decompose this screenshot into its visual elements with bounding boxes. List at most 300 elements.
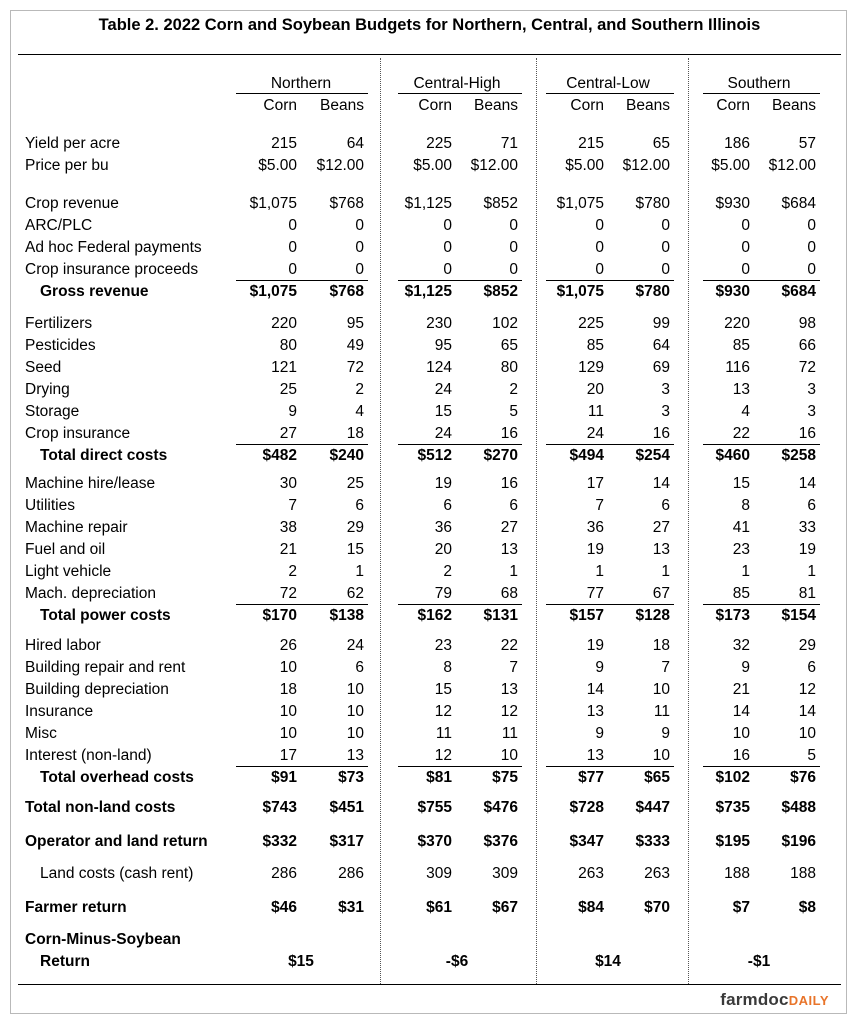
- subtotal-underline: [236, 604, 368, 605]
- table-cell: 220: [724, 315, 750, 332]
- table-cell: 23: [732, 541, 750, 558]
- table-cell: 24: [434, 381, 452, 398]
- table-cell: 21: [732, 681, 750, 698]
- table-cell: 13: [500, 541, 518, 558]
- table-cell: 2: [509, 381, 518, 398]
- table-cell: 14: [586, 681, 604, 698]
- table-cell: $768: [329, 283, 364, 300]
- table-title: Table 2. 2022 Corn and Soybean Budgets for Northern, Central, and Southern Illinois: [98, 16, 761, 34]
- table-cell: -$6: [445, 953, 469, 970]
- table-cell: 0: [443, 239, 452, 256]
- table-cell: 27: [279, 425, 297, 442]
- crop-header-beans: Beans: [320, 97, 364, 114]
- row-label: Corn-Minus-Soybean: [25, 931, 181, 948]
- table-cell: 26: [279, 637, 297, 654]
- table-cell: 0: [661, 239, 670, 256]
- subtotal-underline: [546, 766, 674, 767]
- table-cell: 0: [443, 217, 452, 234]
- row-label: Fertilizers: [25, 315, 93, 332]
- table-cell: 57: [798, 135, 816, 152]
- table-cell: 1: [355, 563, 364, 580]
- subtotal-underline: [703, 766, 820, 767]
- table-cell: $258: [781, 447, 816, 464]
- table-cell: 15: [434, 403, 452, 420]
- table-cell: 79: [434, 585, 452, 602]
- table-cell: 3: [807, 381, 816, 398]
- table-cell: $15: [288, 953, 314, 970]
- table-cell: 66: [798, 337, 816, 354]
- row-label: Crop insurance: [25, 425, 131, 442]
- table-cell: 8: [741, 497, 750, 514]
- table-cell: 0: [443, 261, 452, 278]
- table-cell: $482: [262, 447, 297, 464]
- table-cell: $780: [635, 195, 670, 212]
- table-cell: 16: [500, 475, 518, 492]
- row-label: Building repair and rent: [25, 659, 186, 676]
- table-cell: $743: [262, 799, 297, 816]
- crop-header-corn: Corn: [418, 97, 452, 114]
- table-cell: 16: [652, 425, 670, 442]
- row-label: Operator and land return: [25, 833, 208, 850]
- table-cell: 1: [741, 563, 750, 580]
- table-cell: $930: [715, 195, 750, 212]
- table-cell: $7: [732, 899, 750, 916]
- table-cell: 38: [279, 519, 297, 536]
- table-cell: 2: [288, 563, 297, 580]
- table-cell: 121: [271, 359, 297, 376]
- table-cell: 6: [443, 497, 452, 514]
- table-cell: 20: [434, 541, 452, 558]
- table-cell: $65: [644, 769, 670, 786]
- table-cell: 24: [346, 637, 364, 654]
- table-cell: 0: [661, 261, 670, 278]
- crop-header-beans: Beans: [626, 97, 670, 114]
- table-cell: 65: [500, 337, 518, 354]
- subtotal-underline: [236, 280, 368, 281]
- table-cell: $460: [715, 447, 750, 464]
- table-cell: 71: [500, 135, 518, 152]
- table-cell: 95: [434, 337, 452, 354]
- table-cell: $735: [715, 799, 750, 816]
- row-label: Total direct costs: [40, 447, 168, 464]
- region-header-underline: [236, 93, 368, 94]
- table-cell: 23: [434, 637, 452, 654]
- table-cell: 7: [509, 659, 518, 676]
- table-cell: 6: [807, 659, 816, 676]
- table-cell: 80: [500, 359, 518, 376]
- row-label: Machine repair: [25, 519, 128, 536]
- table-cell: 6: [355, 659, 364, 676]
- table-cell: 10: [346, 681, 364, 698]
- table-cell: $138: [329, 607, 364, 624]
- table-cell: 77: [586, 585, 604, 602]
- row-label: Total power costs: [40, 607, 171, 624]
- subtotal-underline: [236, 444, 368, 445]
- table-cell: 10: [732, 725, 750, 742]
- table-cell: $173: [715, 607, 750, 624]
- table-cell: 0: [595, 239, 604, 256]
- table-cell: 0: [595, 217, 604, 234]
- row-label: Utilities: [25, 497, 75, 514]
- table-cell: 19: [586, 541, 604, 558]
- table-cell: 263: [578, 865, 604, 882]
- subtotal-underline: [703, 280, 820, 281]
- row-label: Machine hire/lease: [25, 475, 156, 492]
- table-cell: 11: [435, 725, 452, 742]
- table-cell: 7: [288, 497, 297, 514]
- table-cell: 3: [807, 403, 816, 420]
- table-cell: 27: [500, 519, 518, 536]
- table-cell: 13: [732, 381, 750, 398]
- table-cell: 69: [652, 359, 670, 376]
- row-label: Return: [40, 953, 90, 970]
- table-cell: $102: [715, 769, 750, 786]
- table-cell: 2: [355, 381, 364, 398]
- table-cell: 9: [595, 659, 604, 676]
- table-cell: $512: [417, 447, 452, 464]
- table-cell: $12.00: [316, 157, 364, 174]
- region-header: Northern: [270, 75, 332, 92]
- table-cell: 215: [271, 135, 297, 152]
- table-cell: 13: [586, 747, 604, 764]
- table-cell: $31: [338, 899, 364, 916]
- table-cell: 32: [732, 637, 750, 654]
- row-label: Misc: [25, 725, 57, 742]
- table-cell: $77: [578, 769, 604, 786]
- table-cell: 0: [595, 261, 604, 278]
- table-cell: 102: [492, 315, 518, 332]
- table-cell: 0: [741, 217, 750, 234]
- table-cell: 0: [661, 217, 670, 234]
- table-cell: $73: [338, 769, 364, 786]
- table-cell: 0: [355, 239, 364, 256]
- table-cell: 9: [661, 725, 670, 742]
- table-cell: $755: [417, 799, 452, 816]
- table-cell: 80: [279, 337, 297, 354]
- table-cell: 13: [346, 747, 364, 764]
- table-cell: $684: [781, 195, 816, 212]
- table-cell: 9: [288, 403, 297, 420]
- row-label: ARC/PLC: [25, 217, 93, 234]
- table-cell: 188: [790, 865, 816, 882]
- crop-header-corn: Corn: [716, 97, 750, 114]
- table-cell: $684: [781, 283, 816, 300]
- table-cell: $768: [329, 195, 364, 212]
- table-cell: 10: [346, 703, 364, 720]
- row-label: Total overhead costs: [40, 769, 194, 786]
- table-cell: 124: [426, 359, 452, 376]
- table-cell: 64: [652, 337, 670, 354]
- row-label: Interest (non-land): [25, 747, 152, 764]
- table-cell: 11: [587, 403, 604, 420]
- table-cell: 12: [434, 703, 452, 720]
- region-header-underline: [703, 93, 820, 94]
- table-cell: 10: [279, 703, 297, 720]
- table-cell: 95: [346, 315, 364, 332]
- table-cell: 85: [732, 585, 750, 602]
- table-cell: 41: [732, 519, 750, 536]
- table-cell: 2: [443, 563, 452, 580]
- table-cell: 1: [807, 563, 816, 580]
- table-cell: $8: [798, 899, 816, 916]
- row-label: Crop insurance proceeds: [25, 261, 199, 278]
- table-cell: 85: [732, 337, 750, 354]
- subtotal-underline: [398, 766, 522, 767]
- table-cell: 17: [586, 475, 604, 492]
- table-cell: 0: [509, 261, 518, 278]
- table-cell: 6: [807, 497, 816, 514]
- table-cell: 10: [652, 681, 670, 698]
- table-cell: 85: [586, 337, 604, 354]
- crop-header-corn: Corn: [570, 97, 604, 114]
- table-cell: 6: [661, 497, 670, 514]
- table-cell: $12.00: [768, 157, 816, 174]
- table-cell: 230: [426, 315, 452, 332]
- table-cell: $14: [595, 953, 621, 970]
- table-cell: 0: [355, 261, 364, 278]
- row-label: Mach. depreciation: [25, 585, 156, 602]
- table-cell: 0: [807, 261, 816, 278]
- row-label: Light vehicle: [25, 563, 112, 580]
- table-cell: 3: [661, 403, 670, 420]
- table-cell: 6: [509, 497, 518, 514]
- table-cell: $76: [790, 769, 816, 786]
- logo-daily-text: DAILY: [788, 993, 829, 1008]
- table-cell: $46: [271, 899, 297, 916]
- table-cell: 24: [434, 425, 452, 442]
- table-cell: $1,125: [404, 195, 452, 212]
- table-cell: 10: [279, 659, 297, 676]
- table-cell: 263: [644, 865, 670, 882]
- table-cell: $91: [271, 769, 297, 786]
- row-label: Insurance: [25, 703, 94, 720]
- table-cell: 24: [586, 425, 604, 442]
- table-cell: 14: [652, 475, 670, 492]
- row-label: Total non-land costs: [25, 799, 176, 816]
- table-cell: 0: [288, 217, 297, 234]
- table-cell: 6: [355, 497, 364, 514]
- table-cell: $154: [781, 607, 816, 624]
- table-cell: $170: [262, 607, 297, 624]
- table-cell: $1,075: [249, 283, 297, 300]
- table-cell: 98: [798, 315, 816, 332]
- table-cell: 1: [595, 563, 604, 580]
- row-label: Building depreciation: [25, 681, 169, 698]
- table-cell: $254: [635, 447, 670, 464]
- table-cell: 19: [798, 541, 816, 558]
- table-cell: 49: [346, 337, 364, 354]
- table-cell: 36: [586, 519, 604, 536]
- table-cell: 19: [434, 475, 452, 492]
- region-header-underline: [546, 93, 674, 94]
- table-cell: 5: [509, 403, 518, 420]
- row-label: Yield per acre: [25, 135, 121, 152]
- table-cell: $84: [578, 899, 604, 916]
- row-label: Gross revenue: [40, 283, 149, 300]
- row-label: Storage: [25, 403, 80, 420]
- table-cell: 25: [279, 381, 297, 398]
- row-label: Ad hoc Federal payments: [25, 239, 202, 256]
- table-cell: $270: [483, 447, 518, 464]
- table-cell: 10: [798, 725, 816, 742]
- table-cell: 10: [346, 725, 364, 742]
- table-cell: 67: [652, 585, 670, 602]
- table-cell: 12: [500, 703, 518, 720]
- table-cell: $67: [492, 899, 518, 916]
- table-cell: 13: [500, 681, 518, 698]
- table-cell: 0: [509, 239, 518, 256]
- table-cell: $5.00: [711, 157, 750, 174]
- table-cell: $488: [781, 799, 816, 816]
- table-cell: 0: [741, 261, 750, 278]
- subtotal-underline: [546, 280, 674, 281]
- table-cell: 22: [500, 637, 518, 654]
- subtotal-underline: [398, 280, 522, 281]
- title-rule: [18, 54, 841, 55]
- bottom-rule: [18, 984, 841, 985]
- table-cell: $240: [329, 447, 364, 464]
- table-cell: $376: [483, 833, 518, 850]
- table-cell: $1,075: [556, 283, 604, 300]
- table-cell: $852: [483, 195, 518, 212]
- table-cell: 286: [271, 865, 297, 882]
- table-cell: $780: [635, 283, 670, 300]
- table-cell: 4: [355, 403, 364, 420]
- table-cell: $728: [569, 799, 604, 816]
- table-cell: 309: [492, 865, 518, 882]
- table-cell: $70: [644, 899, 670, 916]
- table-cell: $5.00: [413, 157, 452, 174]
- table-cell: $451: [329, 799, 364, 816]
- table-cell: $5.00: [565, 157, 604, 174]
- table-cell: 18: [652, 637, 670, 654]
- row-label: Drying: [25, 381, 70, 398]
- crop-header-beans: Beans: [474, 97, 518, 114]
- subtotal-underline: [546, 444, 674, 445]
- table-cell: 19: [586, 637, 604, 654]
- table-cell: $317: [329, 833, 364, 850]
- table-cell: 0: [355, 217, 364, 234]
- table-cell: 1: [509, 563, 518, 580]
- table-cell: 0: [807, 239, 816, 256]
- table-cell: 29: [346, 519, 364, 536]
- table-cell: 14: [732, 703, 750, 720]
- table-cell: 7: [661, 659, 670, 676]
- table-cell: $131: [483, 607, 518, 624]
- subtotal-underline: [398, 604, 522, 605]
- table-cell: 22: [732, 425, 750, 442]
- table-cell: 186: [724, 135, 750, 152]
- table-cell: 3: [661, 381, 670, 398]
- table-cell: 225: [578, 315, 604, 332]
- table-cell: 286: [338, 865, 364, 882]
- table-cell: 0: [288, 261, 297, 278]
- table-cell: 225: [426, 135, 452, 152]
- subtotal-underline: [236, 766, 368, 767]
- table-cell: $333: [635, 833, 670, 850]
- table-cell: 16: [798, 425, 816, 442]
- table-cell: $75: [492, 769, 518, 786]
- table-cell: 13: [652, 541, 670, 558]
- table-cell: 0: [741, 239, 750, 256]
- row-label: Farmer return: [25, 899, 127, 916]
- row-label: Crop revenue: [25, 195, 119, 212]
- row-label: Fuel and oil: [25, 541, 106, 558]
- table-cell: 33: [798, 519, 816, 536]
- table-cell: $12.00: [622, 157, 670, 174]
- row-label: Seed: [25, 359, 62, 376]
- table-cell: 11: [501, 725, 518, 742]
- table-cell: 309: [426, 865, 452, 882]
- table-cell: $347: [569, 833, 604, 850]
- table-cell: $852: [483, 283, 518, 300]
- table-cell: 99: [652, 315, 670, 332]
- table-cell: 81: [798, 585, 816, 602]
- table-cell: 0: [509, 217, 518, 234]
- table-cell: 116: [725, 359, 750, 376]
- table-cell: 1: [661, 563, 670, 580]
- table-cell: 4: [741, 403, 750, 420]
- row-label: Hired labor: [25, 637, 101, 654]
- table-cell: 29: [798, 637, 816, 654]
- crop-header-beans: Beans: [772, 97, 816, 114]
- table-cell: $5.00: [258, 157, 297, 174]
- table-cell: 21: [279, 541, 297, 558]
- crop-header-corn: Corn: [263, 97, 297, 114]
- table-cell: 10: [500, 747, 518, 764]
- table-cell: 18: [279, 681, 297, 698]
- table-cell: 10: [279, 725, 297, 742]
- subtotal-underline: [546, 604, 674, 605]
- table-cell: 15: [434, 681, 452, 698]
- table-cell: 64: [346, 135, 364, 152]
- table-cell: $1,125: [404, 283, 452, 300]
- table-cell: 15: [732, 475, 750, 492]
- table-cell: $476: [483, 799, 518, 816]
- region-header: Central-Low: [566, 75, 650, 92]
- table-cell: 215: [578, 135, 604, 152]
- subtotal-underline: [703, 444, 820, 445]
- table-cell: 36: [434, 519, 452, 536]
- table-cell: $196: [781, 833, 816, 850]
- table-cell: -$1: [747, 953, 771, 970]
- table-cell: 12: [434, 747, 452, 764]
- table-cell: $162: [417, 607, 452, 624]
- table-cell: 72: [346, 359, 364, 376]
- row-label: Land costs (cash rent): [40, 865, 194, 882]
- table-cell: 12: [798, 681, 816, 698]
- region-header: Central-High: [413, 75, 501, 92]
- table-cell: 72: [279, 585, 297, 602]
- table-cell: 25: [346, 475, 364, 492]
- region-header-underline: [398, 93, 522, 94]
- table-cell: $332: [262, 833, 297, 850]
- table-cell: 16: [732, 747, 750, 764]
- table-cell: 188: [724, 865, 750, 882]
- table-cell: 220: [271, 315, 297, 332]
- table-cell: 68: [500, 585, 518, 602]
- table-cell: 27: [652, 519, 670, 536]
- table-cell: $494: [569, 447, 604, 464]
- table-cell: 5: [807, 747, 816, 764]
- table-cell: $447: [635, 799, 670, 816]
- table-cell: $370: [417, 833, 452, 850]
- table-cell: 15: [346, 541, 364, 558]
- row-label: Pesticides: [25, 337, 96, 354]
- table-cell: 11: [653, 703, 670, 720]
- subtotal-underline: [703, 604, 820, 605]
- table-cell: 10: [652, 747, 670, 764]
